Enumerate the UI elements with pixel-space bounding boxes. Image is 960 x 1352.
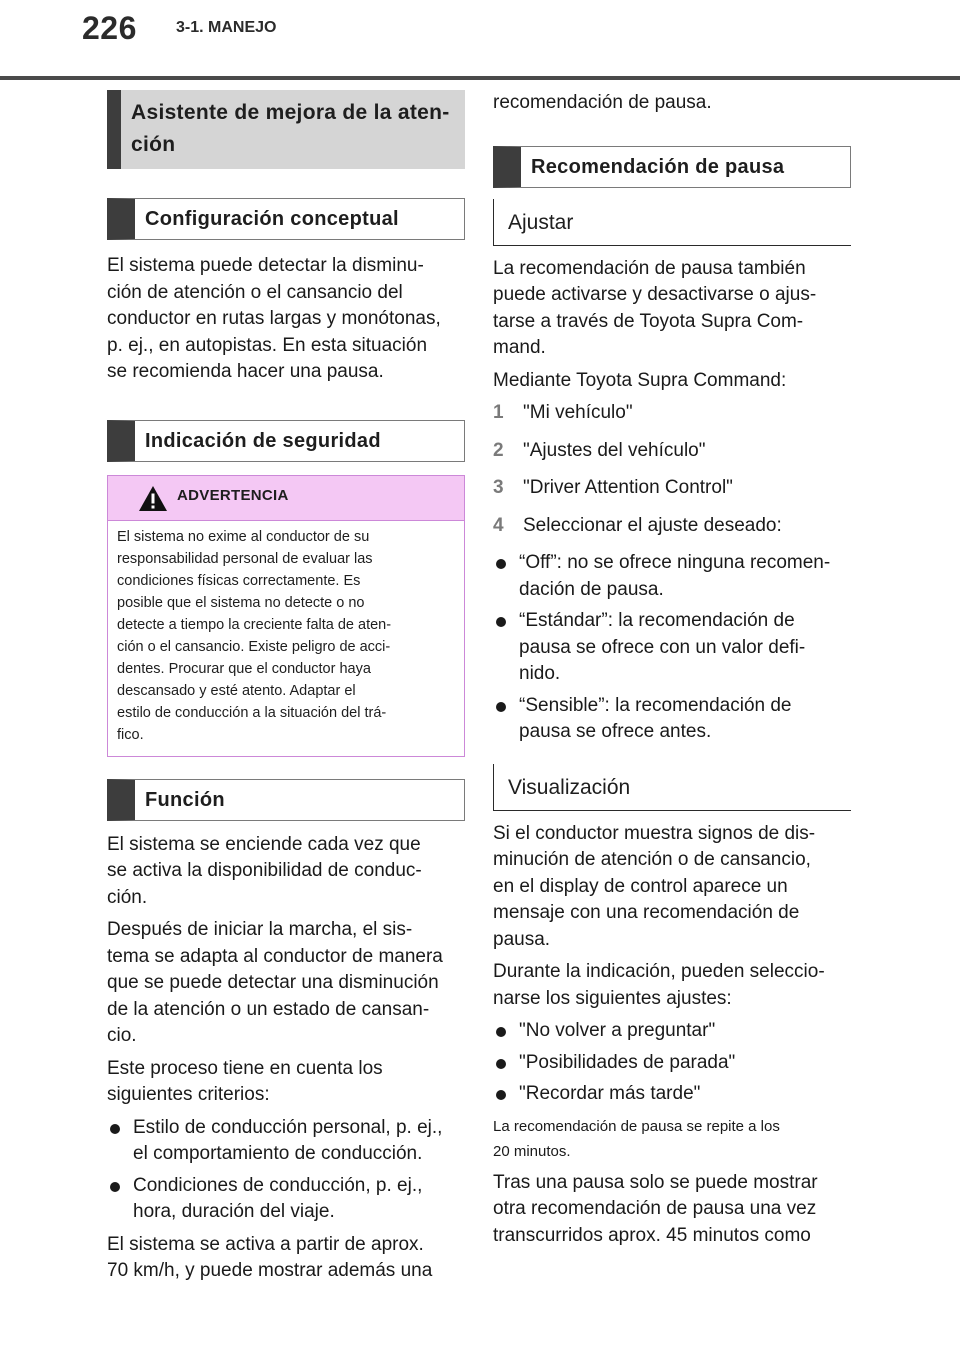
header-rule <box>0 76 960 80</box>
function-paragraph-3: Este proceso tiene en cuenta los siguientes criterios: <box>107 1057 383 1105</box>
list-item <box>493 1081 851 1108</box>
step-item <box>493 438 851 465</box>
pause-heading: Recomendación de pausa <box>493 146 851 188</box>
bullet-icon <box>110 1182 120 1192</box>
list-item-text: “Estándar”: la recomendación de pausa se ofrece con un valor defi- nido. <box>519 610 806 684</box>
section-title: 3-1. MANEJO <box>176 19 277 36</box>
step-text: "Mi vehículo" <box>523 402 633 423</box>
list-item-text: "Recordar más tarde" <box>519 1083 701 1104</box>
function-paragraph-4: El sistema se activa a partir de aprox. 70 km/h, y puede mostrar además una <box>107 1233 433 1281</box>
warning-title: ADVERTENCIA <box>177 486 289 504</box>
options-list <box>493 550 851 746</box>
continued-text: recomendación de pausa. <box>493 92 712 113</box>
after-text: Tras una pausa solo se puede mostrar otra recomendación de pausa una vez transcurridos aprox. 45 minutos como <box>493 1171 818 1246</box>
bullet-icon <box>496 1027 506 1037</box>
bullet-icon <box>496 559 506 569</box>
steps-list <box>493 400 851 539</box>
function-heading: Función <box>107 779 465 821</box>
step-number: 2 <box>493 439 504 461</box>
step-number: 3 <box>493 477 504 498</box>
page-number: 226 <box>82 10 137 46</box>
warning-triangle-icon <box>138 485 168 512</box>
list-item-text: "No volver a preguntar" <box>519 1020 716 1041</box>
function-paragraph-2: Después de iniciar la marcha, el sis- tema se adapta al conductor de manera que se puede detectar una disminución de la atención o un estado de cansan- cio. <box>107 919 443 1046</box>
list-item-text: “Sensible”: la recomendación de pausa se ofrece antes. <box>519 694 792 742</box>
list-item <box>107 1115 465 1168</box>
right-column <box>493 90 851 1255</box>
bullet-icon <box>496 1059 506 1069</box>
step-item <box>493 400 851 427</box>
list-item-text: "Posibilidades de parada" <box>519 1051 736 1073</box>
list-item <box>493 1018 851 1045</box>
warning-header <box>108 476 464 521</box>
concept-heading: Configuración conceptual <box>107 198 465 240</box>
list-item <box>493 693 851 746</box>
bullet-icon <box>496 702 506 712</box>
repeat-note: La recomendación de pausa se repite a los 20 minutos. <box>493 1117 780 1160</box>
choices-list <box>493 1018 851 1108</box>
concept-text: El sistema puede detectar la disminu- ción de atención o el cansancio del conductor en rutas largas y monótonas, p. ej., en autopistas. En esta situación se recomienda hacer una pausa. <box>107 255 441 382</box>
step-text: "Ajustes del vehículo" <box>523 439 706 461</box>
step-text: Seleccionar el ajuste deseado: <box>523 514 782 536</box>
function-paragraph-1: El sistema se enciende cada vez que se activa la disponibilidad de conduc- ción. <box>107 833 422 908</box>
criteria-list <box>107 1115 465 1226</box>
warning-text: El sistema no exime al conductor de su responsabilidad personal de evaluar las condiciones físicas correctamente. Es posible que el sistema no detecte o no detecte a tiempo la creciente falta de aten- ción o el cansancio. Existe peligro de acci- dentes. Procurar que el conductor haya descansado y esté atento. Adaptar el estilo de conducción a la situación del trá- fico. <box>117 528 392 743</box>
list-item <box>493 1050 851 1077</box>
list-item <box>493 550 851 603</box>
display-text: Si el conductor muestra signos de dis- minución de atención o de cansancio, en el display de control aparece un mensaje con una recomendación de pausa. <box>493 822 816 950</box>
step-number: 1 <box>493 402 504 423</box>
list-item-text: “Off”: no se ofrece ninguna recomen- dación de pausa. <box>519 552 831 600</box>
bullet-icon <box>496 1090 506 1100</box>
step-text: "Driver Attention Control" <box>523 477 733 498</box>
display-heading: Visualización <box>493 764 851 811</box>
warning-box <box>107 475 465 757</box>
adjust-heading: Ajustar <box>493 199 851 246</box>
step-number: 4 <box>493 514 504 536</box>
left-column <box>107 90 465 1291</box>
command-text: Mediante Toyota Supra Command: <box>493 369 787 391</box>
step-item <box>493 513 851 540</box>
bullet-icon <box>110 1124 120 1134</box>
list-item <box>493 608 851 688</box>
during-text: Durante la indicación, pueden seleccio- narse los siguientes ajustes: <box>493 961 825 1009</box>
step-item <box>493 475 851 502</box>
list-item-text: Condiciones de conducción, p. ej., hora, duración del viaje. <box>133 1174 423 1222</box>
safety-heading: Indicación de seguridad <box>107 420 465 462</box>
list-item <box>107 1173 465 1226</box>
main-heading: Asistente de mejora de la aten- ción <box>107 90 465 169</box>
adjust-text: La recomendación de pausa también puede activarse y desactivarse o ajus- tarse a través de Toyota Supra Com- mand. <box>493 257 817 358</box>
bullet-icon <box>496 617 506 627</box>
list-item-text: Estilo de conducción personal, p. ej., el comportamiento de conducción. <box>133 1116 443 1164</box>
